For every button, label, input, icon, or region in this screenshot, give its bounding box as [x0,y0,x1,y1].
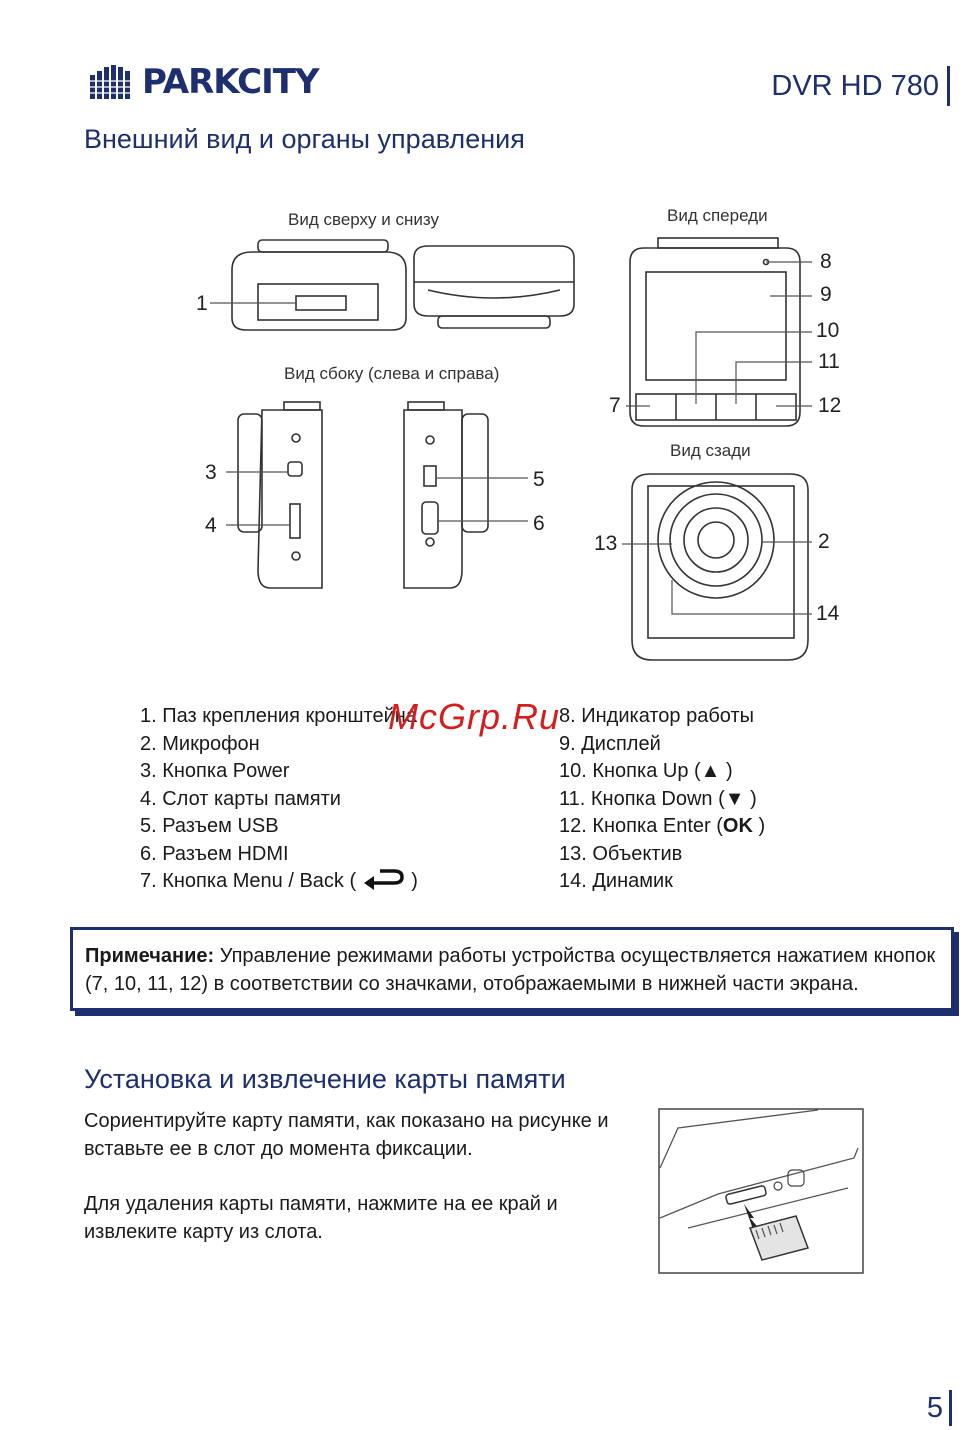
legend-item: 13. Объектив [559,842,683,865]
legend-item: 8. Индикатор работы [559,705,755,727]
note-box [70,927,954,1011]
back-arrow-icon [362,869,406,891]
legend-right [559,703,765,896]
callout-11: 11 [818,350,840,373]
view-label-top-bottom: Вид сверху и снизу [288,210,439,229]
legend-item: 7. Кнопка Menu / Back ( ) [140,870,418,892]
legend-item: 9. Дисплей [559,732,661,755]
legend-item: 5. Разъем USB [140,815,279,837]
view-label-front: Вид спереди [667,206,768,225]
callout-4: 4 [205,514,217,537]
model-name: DVR HD 780 [771,66,950,106]
callout-7: 7 [609,394,621,417]
device-diagram [0,0,964,690]
paragraph-remove-card: Для удаления карты памяти, нажмите на ее край и извлеките карту из слота. [84,1193,558,1243]
view-label-rear: Вид сзади [670,441,751,460]
front-view-drawing [626,238,812,426]
rear-view-drawing [622,474,812,660]
view-label-side: Вид сбоку (слева и справа) [284,364,500,383]
callout-5: 5 [533,468,545,491]
bottom-view-drawing [414,246,574,328]
section-title-memory-card: Установка и извлечение карты памяти [84,1064,566,1094]
callout-13: 13 [594,532,618,555]
legend-item: 2. Микрофон [140,732,260,755]
legend-item: 4. Слот карты памяти [140,787,341,810]
callout-6: 6 [533,512,545,535]
page-number: 5 [927,1390,952,1426]
note-label: Примечание: [85,945,215,967]
brand-name: PARKCITY [142,62,319,102]
legend-item: 1. Паз крепления кронштейна [140,705,417,727]
callout-14: 14 [816,602,840,625]
callout-2: 2 [818,530,830,553]
legend-item: 11. Кнопка Down (▼ ) [559,787,757,810]
left-side-view-drawing [226,402,322,588]
legend-item: 12. Кнопка Enter (OK ) [559,815,766,837]
callout-12: 12 [818,394,842,417]
legend-item: 3. Кнопка Power [140,760,290,782]
paragraph-insert-card: Сориентируйте карту памяти, как показано на рисунке и вставьте ее в слот до момента фиксации. [84,1110,609,1160]
legend-left [140,703,418,896]
legend-item: 14. Динамик [559,870,673,892]
callout-1: 1 [196,292,208,315]
watermark: McGrp.Ru [388,696,561,737]
callout-3: 3 [205,461,217,484]
memory-card-illustration [658,1108,864,1274]
note-text: Управление режимами работы устройства осуществляется нажатием кнопок (7, 10, 11, 12) в соответствии со значками, отображаемыми в нижней части экрана. [85,945,936,995]
section-title-controls: Внешний вид и органы управления [84,124,525,154]
callout-10: 10 [816,319,840,342]
callout-9: 9 [820,283,832,306]
legend-item: 6. Разъем HDMI [140,842,289,865]
right-side-view-drawing [404,402,528,588]
callout-8: 8 [820,250,832,273]
legend-item: 10. Кнопка Up (▲ ) [559,760,733,782]
top-view-drawing [210,240,406,330]
